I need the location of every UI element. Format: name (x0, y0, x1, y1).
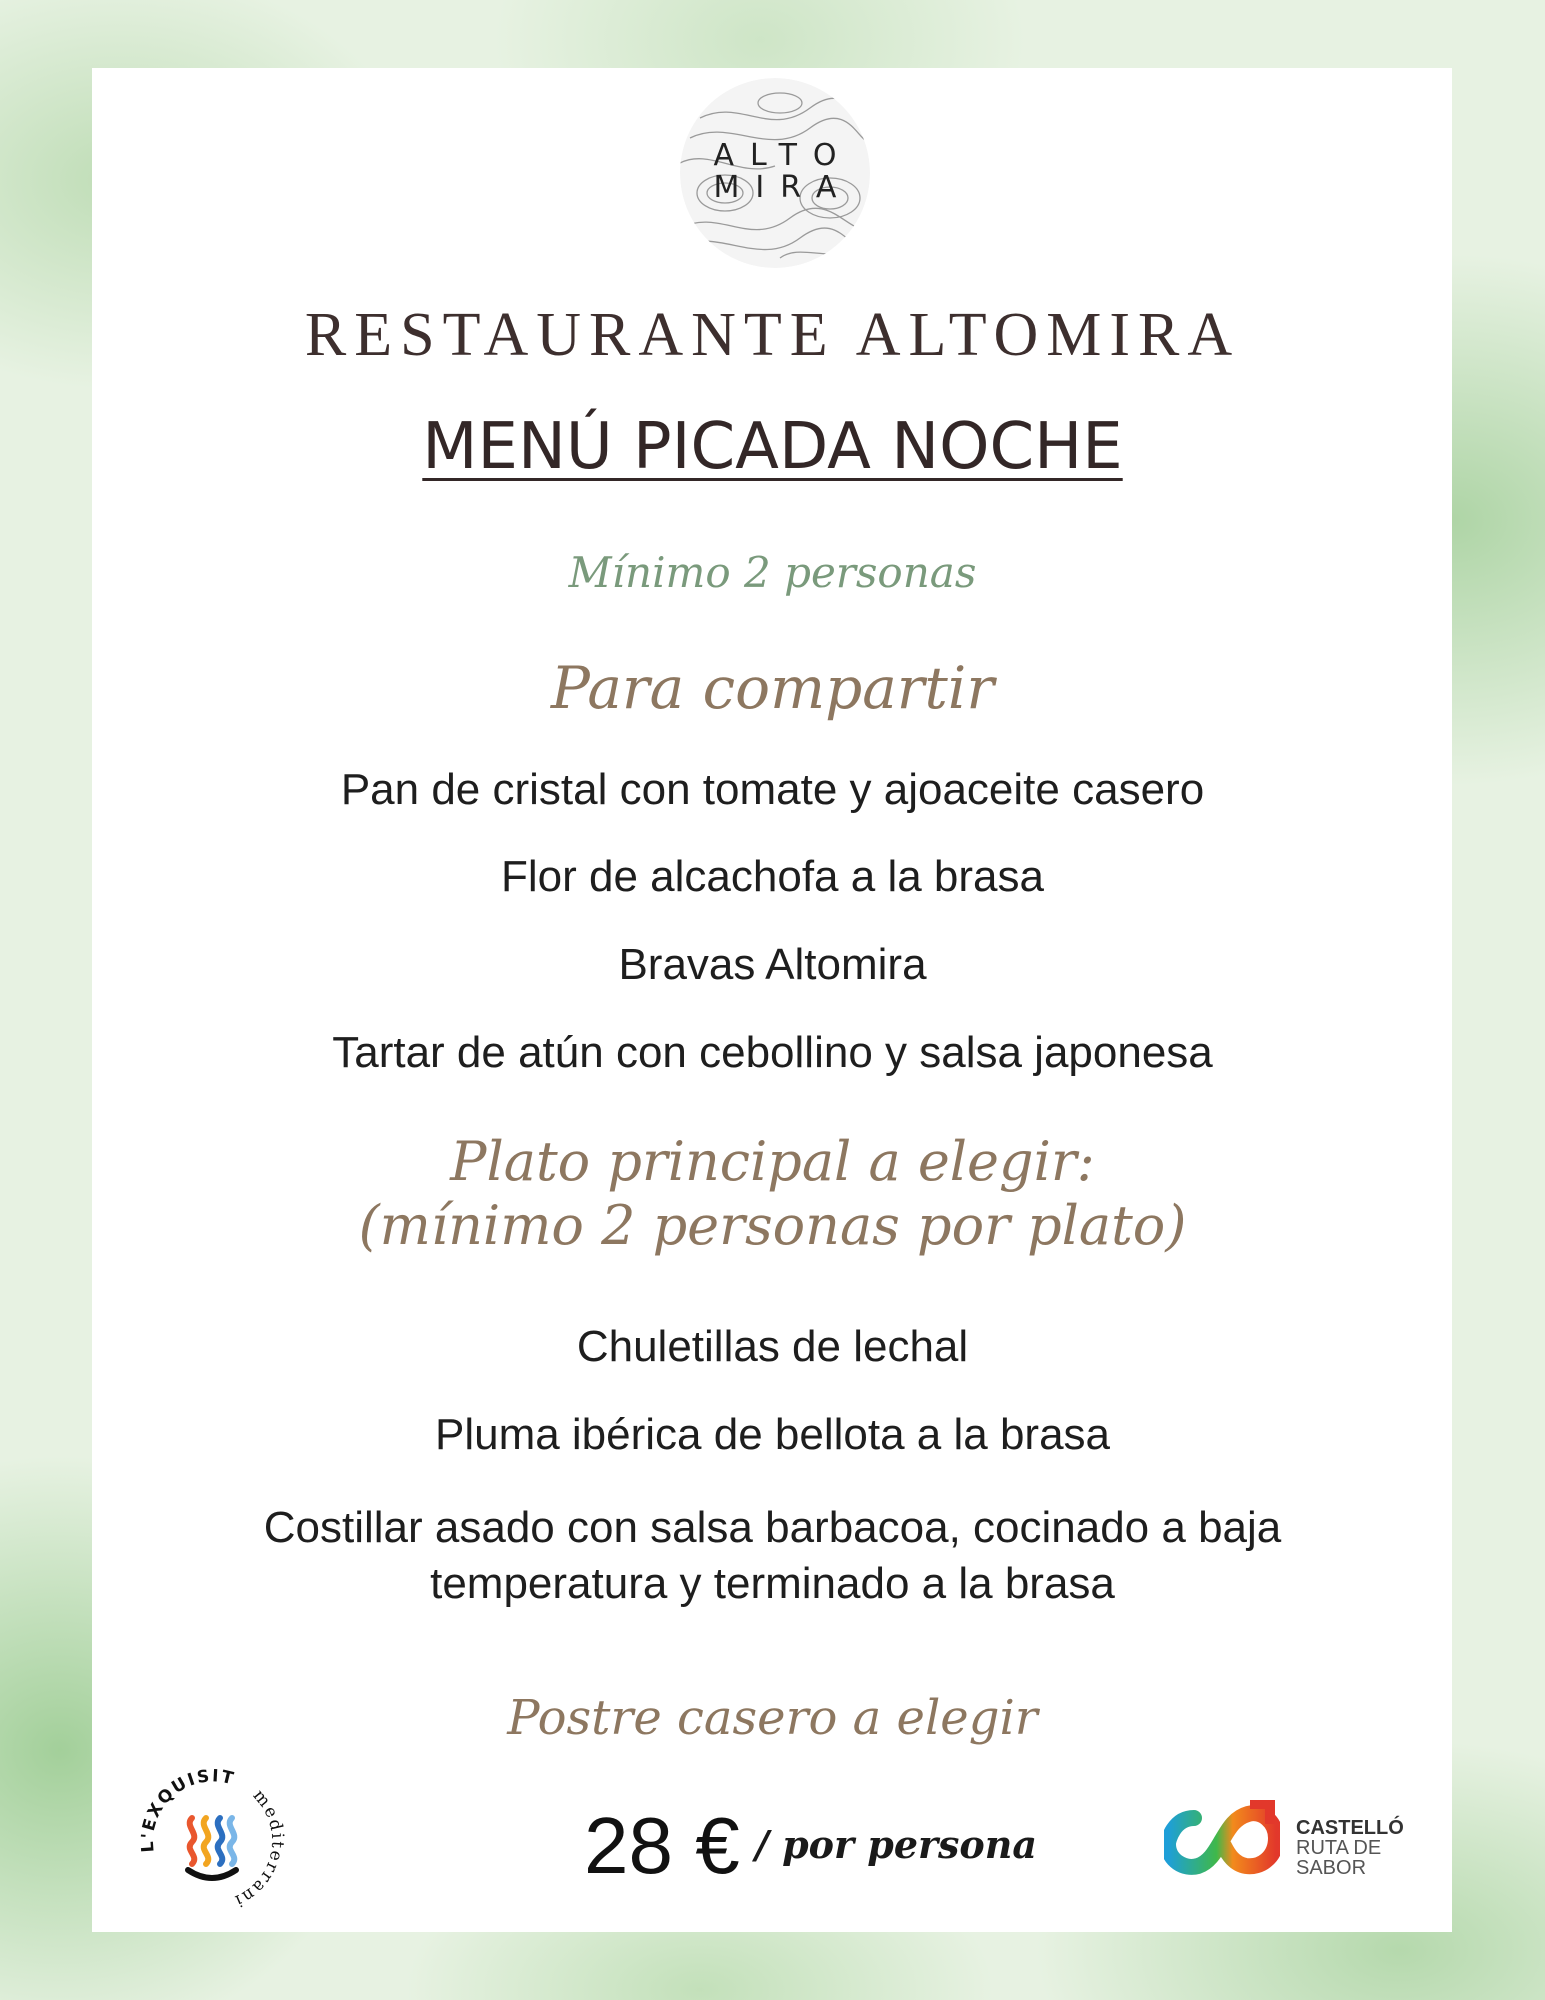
section-main-title-line1: Plato principal a elegir: (450, 1130, 1095, 1193)
section-main-title (0, 1130, 1545, 1258)
logo-text-line2: MIRA (713, 170, 853, 205)
castello-ruta-de-sabor-text (1296, 1818, 1404, 1878)
altomira-logo (680, 78, 870, 268)
rs-line2: RUTA DE (1296, 1837, 1382, 1859)
minimum-note: Mínimo 2 personas (568, 548, 977, 597)
menu-item (0, 1500, 1545, 1612)
restaurant-name: RESTAURANTE ALTOMIRA (304, 301, 1241, 369)
section-share-title: Para compartir (550, 654, 995, 722)
infinity-loop-icon (1164, 1800, 1280, 1880)
logo-text-line1: ALTO (713, 138, 853, 173)
price-amount: 28 € (584, 1801, 740, 1890)
menu-item: Pan de cristal con tomate y ajoaceite casero (340, 765, 1205, 814)
menu-title (0, 410, 1545, 484)
menu-item-line1: Costillar asado con salsa barbacoa, cocinado a baja (263, 1503, 1282, 1552)
menu-item: Chuletillas de lechal (576, 1322, 969, 1371)
menu-item-line2: temperatura y terminado a la brasa (430, 1559, 1115, 1608)
menu-title-text: MENÚ PICADA NOCHE (422, 410, 1123, 484)
menu-item: Tartar de atún con cebollino y salsa japonesa (332, 1028, 1213, 1077)
lexquisit-badge (132, 1760, 292, 1920)
badge-text-side: mediterrani (230, 1785, 288, 1912)
price-unit: / por persona (755, 1822, 1038, 1867)
section-main-title-line2: (mínimo 2 personas por plato) (358, 1194, 1187, 1257)
rs-line3: SABOR (1296, 1857, 1367, 1879)
svg-text:mediterrani (230, 1786, 287, 1911)
section-dessert-title: Postre casero a elegir (507, 1690, 1038, 1746)
wave-stripes-icon (188, 1818, 236, 1878)
menu-item: Pluma ibérica de bellota a la brasa (434, 1410, 1111, 1459)
rs-line1: CASTELLÓ (1296, 1817, 1404, 1839)
badge-text-top: L'EXQUISIT (137, 1766, 238, 1854)
menu-item: Flor de alcachofa a la brasa (501, 852, 1044, 901)
menu-item: Bravas Altomira (618, 940, 927, 989)
